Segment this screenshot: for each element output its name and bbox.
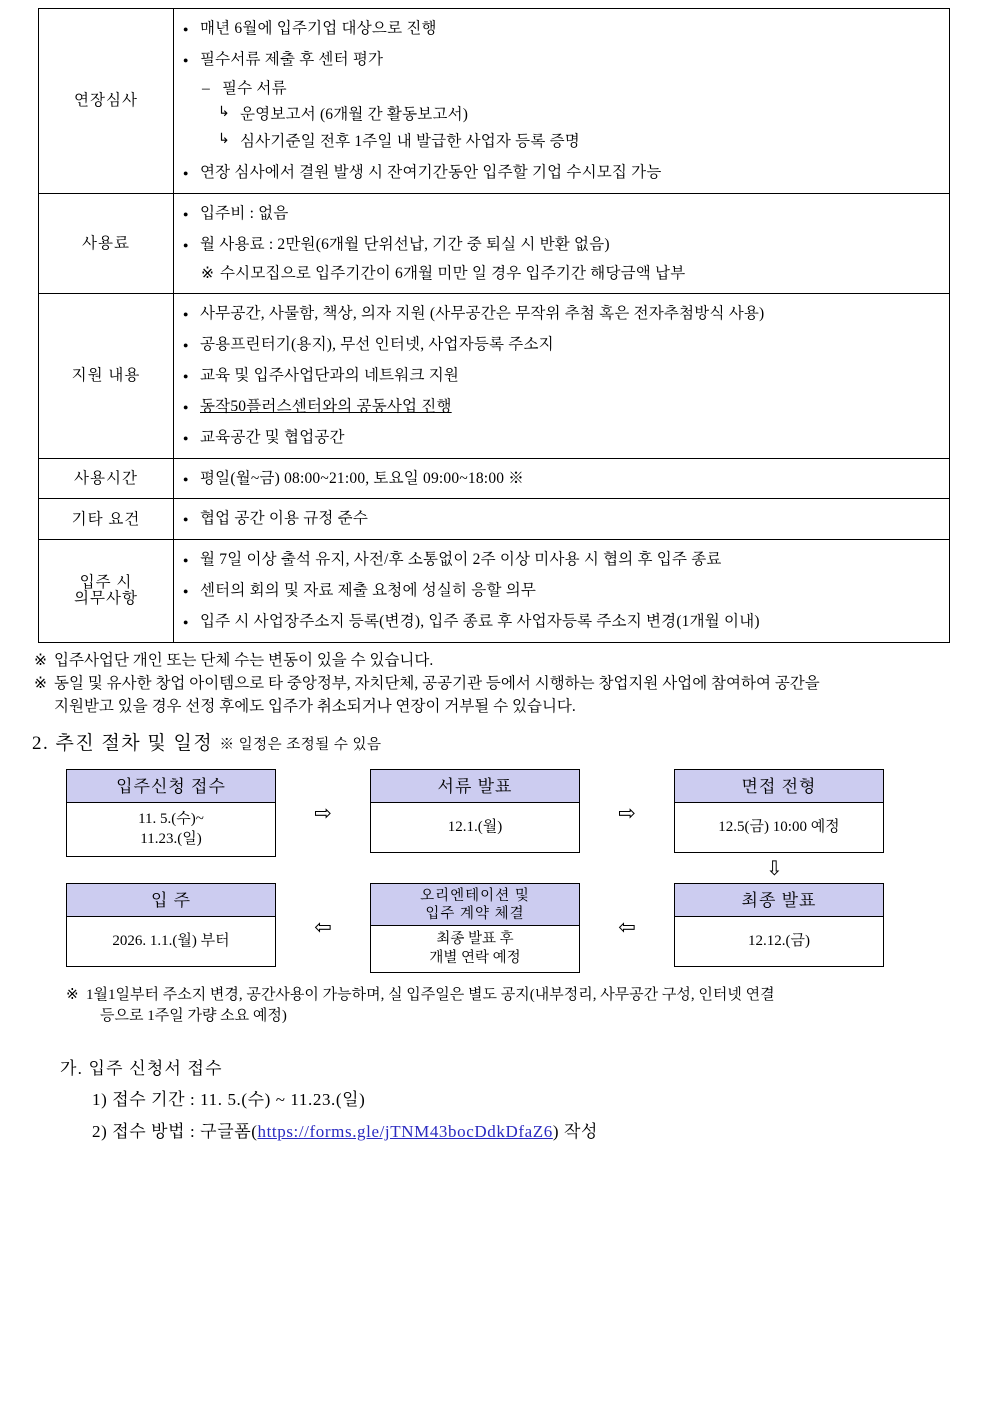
row-label-fee [39,193,174,293]
table-footnotes [34,650,964,718]
arrow-down-icon: ⇩ [766,857,783,880]
flow-box-final-result [674,883,884,967]
row-label-support [39,294,174,458]
row-label-text: 사용료 [82,234,130,252]
table-row [39,9,950,194]
row-content-support [174,294,950,458]
row-label-extension-review [39,9,174,194]
section-title: 2. 추진 절차 및 일정 [32,732,214,754]
flow-box-orientation [370,883,580,973]
list-item: ● 교육 및 입주사업단과의 네트워크 지원 [182,366,941,386]
list-item: ● 평일(월~금) 08:00~21:00, 토요일 09:00~18:00 ※ [182,469,941,489]
table-row [39,458,950,499]
arrow-right-icon: ⇨ [618,800,636,825]
list-item: ● 월 사용료 : 2만원(6개월 단위선납, 기간 중 퇴실 시 반환 없음) ※ 수시모집으로 입주기간이 6개월 미만 일 경우 입주기간 해당금액 납부 [182,235,941,284]
flow-box-date: 2026. 1.1.(월) 부터 [112,933,230,950]
flow-box-title: 최종 발표 [675,884,883,918]
footnote: ※ 입주사업단 개인 또는 단체 수는 변동이 있을 수 있습니다. [34,650,964,672]
footnote: ※ 동일 및 유사한 창업 아이템으로 타 중앙정부, 자치단체, 공공기관 등에서 시행하는 창업지원 사업에 참여하여 공간을 [34,673,964,695]
row-label-other [39,499,174,540]
flow-box-date: 11. 5.(수)~ 11.23.(일) [138,811,204,847]
process-flowchart [0,769,992,1029]
table-row [39,294,950,458]
list-item: ● 연장 심사에서 결원 발생 시 잔여기간동안 입주할 기업 수시모집 가능 [182,163,941,183]
flow-box-title: 입주신청 접수 [67,770,275,804]
list-item: ● 공용프린터기(용지), 무선 인터넷, 사업자등록 주소지 [182,335,941,355]
flow-box-application [66,769,276,858]
flow-box-title: 면접 전형 [675,770,883,804]
arrow-left-icon: ⇦ [618,914,636,939]
list-item: ● 매년 6월에 입주기업 대상으로 진행 [182,19,941,39]
flow-box-document-result [370,769,580,853]
application-heading: 가. 입주 신청서 접수 [60,1059,223,1079]
row-content-fee [174,193,950,293]
flow-box-interview [674,769,884,853]
application-period: 1) 접수 기간 : 11. 5.(수) ~ 11.23.(일) [92,1090,366,1110]
list-item: ● 월 7일 이상 출석 유지, 사전/후 소통없이 2주 이상 미사용 시 협의 후 입주 종료 [182,550,941,570]
google-form-link[interactable]: https://forms.gle/jTNM43bocDdkDfaZ6 [257,1122,553,1142]
flow-box-move-in [66,883,276,967]
row-label-text: 사용시간 [74,469,138,487]
flow-box-title: 서류 발표 [371,770,579,804]
flow-box-date: 12.12.(금) [748,933,810,950]
sub-item: – 필수 서류 [200,79,941,99]
section-subtitle: ※ 일정은 조정될 수 있음 [219,736,382,753]
row-label-text: 입주 시 [79,574,133,592]
row-label-text: 기타 요건 [71,510,141,528]
list-item: ● 교육공간 및 협업공간 [182,428,941,448]
program-info-table [38,8,950,643]
flow-row-1 [66,769,992,853]
list-item: ● 입주 시 사업장주소지 등록(변경), 입주 종료 후 사업자등록 주소지 변경(1개월 이내) [182,612,941,632]
sub-item: ↳ 운영보고서 (6개월 간 활동보고서) [200,105,941,125]
flow-footnote: ※ 1월1일부터 주소지 변경, 공간사용이 가능하며, 실 입주일은 별도 공지(내부정리, 사무공간 구성, 인터넷 연결 등으로 1주일 가량 소요 예정) [66,985,966,1029]
row-label-text: 지원 내용 [71,367,141,385]
document-page [0,8,992,1411]
arrow-left-icon: ⇦ [314,914,332,939]
flow-box-date: 12.1.(월) [447,819,503,836]
table-row [39,193,950,293]
row-label-hours [39,458,174,499]
section-heading [32,728,992,755]
row-content-hours [174,458,950,499]
row-content-obligations [174,540,950,642]
list-item: ● 필수서류 제출 후 센터 평가 – 필수 서류 ↳ 운영보고서 (6개월 간 활동보고서) ↳ 심사기준일 전후 1주일 내 발급한 사업자 등록 증명 [182,50,941,152]
footnote-continuation: 지원받고 있을 경우 선정 후에도 입주가 취소되거나 연장이 거부될 수 있습니다. [54,697,576,715]
flow-box-title: 오리엔테이션 및 입주 계약 체결 [371,884,579,926]
row-label-text-2: 의무사항 [74,589,138,607]
row-label-obligations [39,540,174,642]
flow-box-date: 12.5(금) 10:00 예정 [718,819,840,836]
flow-row-2 [66,883,992,967]
list-item: ● 협업 공간 이용 규정 준수 [182,509,941,529]
sub-item: ↳ 심사기준일 전후 1주일 내 발급한 사업자 등록 증명 [200,132,941,152]
flow-box-date: 최종 발표 후 개별 연락 예정 [429,930,521,966]
table-row [39,540,950,642]
list-item: ● 사무공간, 사물함, 책상, 의자 지원 (사무공간은 무작위 추첨 혹은 전자추첨방식 사용) [182,304,941,324]
list-item: ● 센터의 회의 및 자료 제출 요청에 성실히 응할 의무 [182,581,941,601]
list-item: ● 동작50플러스센터와의 공동사업 진행 [182,397,941,417]
sub-note: ※ 수시모집으로 입주기간이 6개월 미만 일 경우 입주기간 해당금액 납부 [200,264,941,284]
row-label-text: 연장심사 [74,92,138,110]
table-row [39,499,950,540]
application-section [60,1054,992,1143]
row-content-extension-review [174,9,950,194]
flow-box-title: 입 주 [67,884,275,918]
list-item: ● 입주비 : 없음 [182,204,941,224]
application-method: 2) 접수 방법 : 구글폼(https://forms.gle/jTNM43bocDdkDfaZ6) 작성 [92,1122,598,1142]
row-content-other [174,499,950,540]
arrow-right-icon: ⇨ [314,800,332,825]
